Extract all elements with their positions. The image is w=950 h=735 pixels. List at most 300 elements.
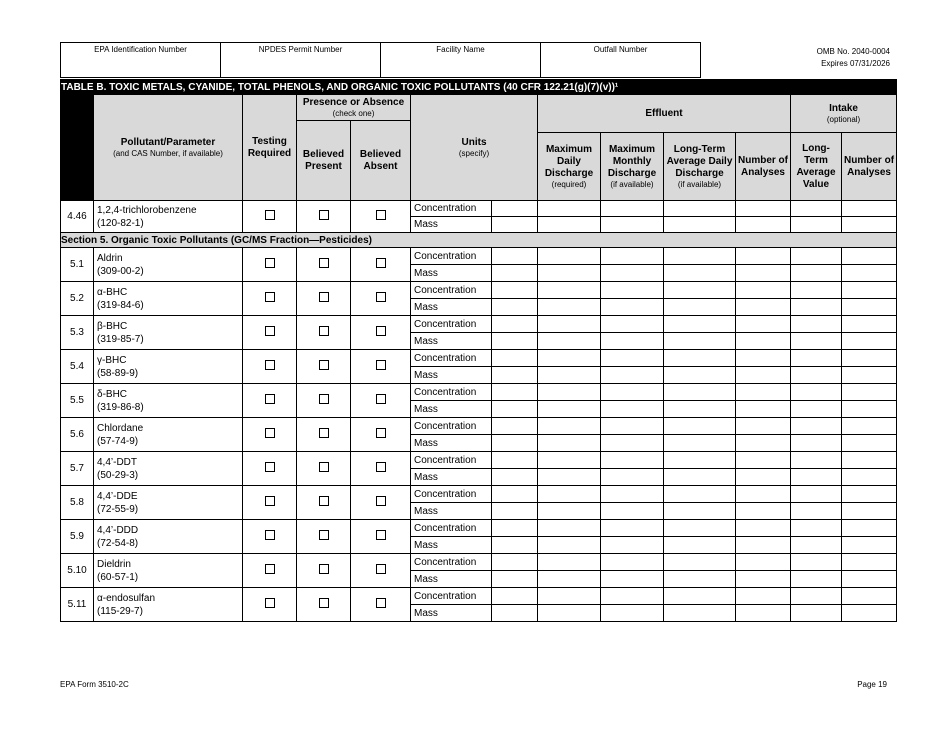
believed-present-checkbox-cell xyxy=(297,520,351,554)
analyses-input-concentration[interactable] xyxy=(736,248,791,265)
analyses-input-mass[interactable] xyxy=(736,333,791,350)
long-term-input-concentration[interactable] xyxy=(664,316,736,333)
intake-average-input-concentration[interactable] xyxy=(791,588,842,605)
believed-present-checkbox-cell xyxy=(297,588,351,622)
max-daily-input-concentration[interactable] xyxy=(538,554,601,571)
pollutant-label: Dieldrin xyxy=(97,558,131,570)
unit-label-mass: Mass xyxy=(411,503,492,520)
unit-input-mass[interactable] xyxy=(492,537,538,554)
max-monthly-input-mass[interactable] xyxy=(601,537,664,554)
analyses-input-concentration[interactable] xyxy=(736,384,791,401)
intake-analyses-input-mass[interactable] xyxy=(842,367,897,384)
analyses-input-mass[interactable] xyxy=(736,605,791,622)
max-monthly-input-concentration[interactable] xyxy=(601,418,664,435)
pollutant-name xyxy=(94,486,243,520)
max-daily-input-concentration[interactable] xyxy=(538,588,601,605)
max-monthly-input-mass[interactable] xyxy=(601,401,664,418)
pollutant-number: 5.1 xyxy=(61,248,94,282)
intake-analyses-input-mass[interactable] xyxy=(842,333,897,350)
header-believed-absent: Believed Absent xyxy=(351,121,411,201)
believed-absent-checkbox-cell xyxy=(351,384,411,418)
header-intake: Intake (optional) xyxy=(791,95,897,133)
analyses-input-mass[interactable] xyxy=(736,469,791,486)
unit-input-concentration[interactable] xyxy=(492,486,538,503)
omb-info xyxy=(817,46,890,70)
pollutant-label: β-BHC xyxy=(97,320,128,332)
pollutant-name xyxy=(94,248,243,282)
unit-label-mass: Mass xyxy=(411,571,492,588)
outfall-number-box[interactable]: Outfall Number xyxy=(593,45,648,54)
max-daily-input-mass[interactable] xyxy=(538,435,601,452)
max-monthly-input-mass[interactable] xyxy=(601,333,664,350)
intake-average-input-concentration[interactable] xyxy=(791,350,842,367)
unit-label-concentration: Concentration xyxy=(411,316,492,333)
max-daily-input-concentration[interactable] xyxy=(538,282,601,299)
unit-label-mass: Mass xyxy=(411,401,492,418)
max-monthly-input-concentration[interactable] xyxy=(601,486,664,503)
cas-number: (115-29-7) xyxy=(97,605,143,617)
believed-present-checkbox-cell xyxy=(297,316,351,350)
analyses-input-concentration[interactable] xyxy=(736,316,791,333)
intake-analyses-input-mass[interactable] xyxy=(842,571,897,588)
max-monthly-input-concentration[interactable] xyxy=(601,384,664,401)
max-daily-input-mass[interactable] xyxy=(538,265,601,282)
long-term-input-mass[interactable] xyxy=(664,469,736,486)
unit-input-concentration[interactable] xyxy=(492,588,538,605)
max-daily-input-concentration[interactable] xyxy=(538,350,601,367)
max-daily-input-concentration[interactable] xyxy=(538,520,601,537)
believed-present-checkbox[interactable] xyxy=(319,292,329,302)
testing-required-checkbox[interactable] xyxy=(265,462,275,472)
unit-input-mass[interactable] xyxy=(492,571,538,588)
believed-absent-checkbox[interactable] xyxy=(376,210,386,220)
cas-number: (319-84-6) xyxy=(97,299,144,311)
intake-average-input-mass[interactable] xyxy=(791,265,842,282)
long-term-input-concentration[interactable] xyxy=(664,554,736,571)
believed-absent-checkbox[interactable] xyxy=(376,258,386,268)
intake-average-input-concentration[interactable] xyxy=(791,384,842,401)
believed-absent-checkbox[interactable] xyxy=(376,564,386,574)
analyses-input-mass[interactable] xyxy=(736,571,791,588)
long-term-input-mass[interactable] xyxy=(664,265,736,282)
max-monthly-input-concentration[interactable] xyxy=(601,588,664,605)
unit-input-concentration[interactable] xyxy=(492,248,538,265)
intake-average-input-concentration[interactable] xyxy=(791,201,842,217)
unit-input-mass[interactable] xyxy=(492,367,538,384)
npdes-permit-box[interactable]: NPDES Permit Number xyxy=(221,43,381,77)
believed-present-checkbox[interactable] xyxy=(319,598,329,608)
max-monthly-input-mass[interactable] xyxy=(601,469,664,486)
analyses-input-mass[interactable] xyxy=(736,367,791,384)
max-monthly-input-mass[interactable] xyxy=(601,299,664,316)
max-daily-input-mass[interactable] xyxy=(538,333,601,350)
long-term-input-concentration[interactable] xyxy=(664,452,736,469)
analyses-input-mass[interactable] xyxy=(736,401,791,418)
unit-input-concentration[interactable] xyxy=(492,520,538,537)
testing-required-checkbox[interactable] xyxy=(265,394,275,404)
unit-label-mass: Mass xyxy=(411,605,492,622)
unit-label-concentration: Concentration xyxy=(411,248,492,265)
page-number: Page 19 xyxy=(857,680,887,689)
intake-average-input-concentration[interactable] xyxy=(791,248,842,265)
believed-present-checkbox[interactable] xyxy=(319,360,329,370)
pollutant-name xyxy=(94,452,243,486)
pollutant-label: 1,2,4-trichlorobenzene xyxy=(97,204,197,216)
max-daily-input-concentration[interactable] xyxy=(538,248,601,265)
cas-number: (319-85-7) xyxy=(97,333,144,345)
believed-absent-checkbox[interactable] xyxy=(376,462,386,472)
pollutant-name xyxy=(94,418,243,452)
pollutant-number: 5.10 xyxy=(61,554,94,588)
unit-input-concentration[interactable] xyxy=(492,282,538,299)
intake-average-input-concentration[interactable] xyxy=(791,418,842,435)
long-term-input-mass[interactable] xyxy=(664,605,736,622)
pollutant-name xyxy=(94,384,243,418)
pollutant-label: α-BHC xyxy=(97,286,128,298)
long-term-input-concentration[interactable] xyxy=(664,588,736,605)
believed-absent-checkbox-cell xyxy=(351,418,411,452)
intake-average-input-mass[interactable] xyxy=(791,605,842,622)
max-monthly-input-mass[interactable] xyxy=(601,217,664,233)
intake-average-input-mass[interactable] xyxy=(791,333,842,350)
max-monthly-input-concentration[interactable] xyxy=(601,316,664,333)
believed-absent-checkbox-cell xyxy=(351,282,411,316)
believed-present-checkbox-cell xyxy=(297,282,351,316)
testing-required-checkbox[interactable] xyxy=(265,326,275,336)
intake-analyses-input-mass[interactable] xyxy=(842,605,897,622)
intake-average-input-mass[interactable] xyxy=(791,571,842,588)
unit-input-concentration[interactable] xyxy=(492,418,538,435)
toxic-pollutants-table xyxy=(60,79,897,622)
analyses-input-concentration[interactable] xyxy=(736,588,791,605)
unit-label-mass: Mass xyxy=(411,217,492,233)
max-daily-input-mass[interactable] xyxy=(538,401,601,418)
table-row xyxy=(61,248,897,265)
believed-absent-checkbox[interactable] xyxy=(376,292,386,302)
intake-analyses-input-mass[interactable] xyxy=(842,469,897,486)
intake-analyses-input-concentration[interactable] xyxy=(842,418,897,435)
intake-average-input-mass[interactable] xyxy=(791,435,842,452)
intake-average-input-mass[interactable] xyxy=(791,469,842,486)
analyses-input-mass[interactable] xyxy=(736,537,791,554)
unit-label-concentration: Concentration xyxy=(411,452,492,469)
testing-required-checkbox[interactable] xyxy=(265,360,275,370)
intake-average-input-concentration[interactable] xyxy=(791,452,842,469)
max-monthly-input-concentration[interactable] xyxy=(601,554,664,571)
believed-present-checkbox[interactable] xyxy=(319,258,329,268)
intake-analyses-input-mass[interactable] xyxy=(842,537,897,554)
intake-analyses-input-mass[interactable] xyxy=(842,401,897,418)
analyses-input-concentration[interactable] xyxy=(736,350,791,367)
testing-required-checkbox[interactable] xyxy=(265,292,275,302)
long-term-input-mass[interactable] xyxy=(664,333,736,350)
long-term-input-mass[interactable] xyxy=(664,435,736,452)
max-monthly-input-mass[interactable] xyxy=(601,435,664,452)
believed-absent-checkbox-cell xyxy=(351,588,411,622)
long-term-input-concentration[interactable] xyxy=(664,486,736,503)
believed-present-checkbox-cell xyxy=(297,452,351,486)
testing-required-checkbox-cell xyxy=(243,486,297,520)
max-monthly-input-mass[interactable] xyxy=(601,265,664,282)
pollutant-number: 5.4 xyxy=(61,350,94,384)
believed-absent-checkbox-cell xyxy=(351,248,411,282)
intake-average-input-mass[interactable] xyxy=(791,537,842,554)
analyses-input-concentration[interactable] xyxy=(736,486,791,503)
max-monthly-input-mass[interactable] xyxy=(601,571,664,588)
max-daily-input-mass[interactable] xyxy=(538,537,601,554)
table-row xyxy=(61,316,897,333)
header-max-daily: Maximum Daily Discharge (required) xyxy=(538,133,601,201)
testing-required-checkbox-cell xyxy=(243,588,297,622)
believed-absent-checkbox[interactable] xyxy=(376,496,386,506)
header-believed-present: Believed Present xyxy=(297,121,351,201)
analyses-input-concentration[interactable] xyxy=(736,554,791,571)
long-term-input-mass[interactable] xyxy=(664,299,736,316)
table-row xyxy=(61,282,897,299)
intake-average-input-mass[interactable] xyxy=(791,401,842,418)
long-term-input-concentration[interactable] xyxy=(664,282,736,299)
unit-input-concentration[interactable] xyxy=(492,316,538,333)
pollutant-name xyxy=(94,588,243,622)
max-daily-input-concentration[interactable] xyxy=(538,201,601,217)
testing-required-checkbox[interactable] xyxy=(265,496,275,506)
testing-required-checkbox[interactable] xyxy=(265,428,275,438)
header-number-of-analyses: Number of Analyses xyxy=(736,133,791,201)
testing-required-checkbox[interactable] xyxy=(265,598,275,608)
unit-input-concentration[interactable] xyxy=(492,201,538,217)
believed-absent-checkbox-cell xyxy=(351,201,411,233)
believed-absent-checkbox-cell xyxy=(351,554,411,588)
long-term-input-concentration[interactable] xyxy=(664,248,736,265)
intake-analyses-input-concentration[interactable] xyxy=(842,520,897,537)
believed-present-checkbox-cell xyxy=(297,486,351,520)
pollutant-number: 5.3 xyxy=(61,316,94,350)
cas-number: (309-00-2) xyxy=(97,265,144,277)
testing-required-checkbox[interactable] xyxy=(265,530,275,540)
intake-analyses-input-concentration[interactable] xyxy=(842,554,897,571)
intake-average-input-concentration[interactable] xyxy=(791,486,842,503)
section-header-row xyxy=(61,233,897,248)
max-daily-input-mass[interactable] xyxy=(538,571,601,588)
max-daily-input-mass[interactable] xyxy=(538,299,601,316)
table-row xyxy=(61,350,897,367)
believed-present-checkbox[interactable] xyxy=(319,428,329,438)
testing-required-checkbox[interactable] xyxy=(265,258,275,268)
unit-input-mass[interactable] xyxy=(492,265,538,282)
max-daily-input-concentration[interactable] xyxy=(538,384,601,401)
max-monthly-input-concentration[interactable] xyxy=(601,520,664,537)
unit-input-mass[interactable] xyxy=(492,503,538,520)
unit-label-concentration: Concentration xyxy=(411,282,492,299)
long-term-input-concentration[interactable] xyxy=(664,350,736,367)
intake-analyses-input-mass[interactable] xyxy=(842,435,897,452)
omb-number: OMB No. 2040-0004 xyxy=(816,47,890,56)
believed-present-checkbox[interactable] xyxy=(319,210,329,220)
analyses-input-mass[interactable] xyxy=(736,299,791,316)
header-testing-required: Testing Required xyxy=(243,95,297,201)
believed-present-checkbox-cell xyxy=(297,384,351,418)
intake-analyses-input-concentration[interactable] xyxy=(842,350,897,367)
believed-present-checkbox[interactable] xyxy=(319,564,329,574)
unit-label-concentration: Concentration xyxy=(411,520,492,537)
max-daily-input-mass[interactable] xyxy=(538,469,601,486)
believed-present-checkbox-cell xyxy=(297,418,351,452)
intake-analyses-input-concentration[interactable] xyxy=(842,384,897,401)
cas-number: (58-89-9) xyxy=(97,367,139,379)
unit-input-mass[interactable] xyxy=(492,605,538,622)
intake-analyses-input-mass[interactable] xyxy=(842,217,897,233)
pollutant-label: α-endosulfan xyxy=(97,592,156,604)
believed-absent-checkbox-cell xyxy=(351,350,411,384)
intake-average-input-concentration[interactable] xyxy=(791,282,842,299)
unit-input-concentration[interactable] xyxy=(492,554,538,571)
max-daily-input-mass[interactable] xyxy=(538,217,601,233)
unit-label-concentration: Concentration xyxy=(411,554,492,571)
table-row xyxy=(61,452,897,469)
unit-input-concentration[interactable] xyxy=(492,384,538,401)
long-term-input-concentration[interactable] xyxy=(664,384,736,401)
header-effluent: Effluent xyxy=(538,95,791,133)
max-daily-input-mass[interactable] xyxy=(538,605,601,622)
analyses-input-concentration[interactable] xyxy=(736,520,791,537)
intake-average-input-mass[interactable] xyxy=(791,503,842,520)
unit-input-mass[interactable] xyxy=(492,401,538,418)
max-daily-input-mass[interactable] xyxy=(538,367,601,384)
max-monthly-input-mass[interactable] xyxy=(601,503,664,520)
omb-expiry: Expires 07/31/2026 xyxy=(821,59,890,68)
max-daily-input-concentration[interactable] xyxy=(538,486,601,503)
analyses-input-mass[interactable] xyxy=(736,265,791,282)
analyses-input-concentration[interactable] xyxy=(736,201,791,217)
pollutant-number: 4.46 xyxy=(61,201,94,233)
long-term-input-mass[interactable] xyxy=(664,401,736,418)
long-term-input-concentration[interactable] xyxy=(664,520,736,537)
max-daily-input-concentration[interactable] xyxy=(538,418,601,435)
testing-required-checkbox[interactable] xyxy=(265,210,275,220)
believed-absent-checkbox[interactable] xyxy=(376,530,386,540)
intake-analyses-input-concentration[interactable] xyxy=(842,486,897,503)
believed-absent-checkbox[interactable] xyxy=(376,598,386,608)
intake-analyses-input-concentration[interactable] xyxy=(842,588,897,605)
long-term-input-mass[interactable] xyxy=(664,537,736,554)
long-term-input-mass[interactable] xyxy=(664,217,736,233)
max-monthly-input-concentration[interactable] xyxy=(601,452,664,469)
pollutant-label: Chlordane xyxy=(97,422,144,434)
intake-analyses-input-mass[interactable] xyxy=(842,265,897,282)
intake-average-input-mass[interactable] xyxy=(791,217,842,233)
unit-label-mass: Mass xyxy=(411,299,492,316)
intake-average-input-mass[interactable] xyxy=(791,299,842,316)
max-monthly-input-concentration[interactable] xyxy=(601,248,664,265)
long-term-input-mass[interactable] xyxy=(664,367,736,384)
header-pollutant: Pollutant/Parameter (and CAS Number, if available) xyxy=(94,95,243,201)
header-max-monthly: Maximum Monthly Discharge (if available) xyxy=(601,133,664,201)
unit-input-concentration[interactable] xyxy=(492,350,538,367)
max-monthly-input-concentration[interactable] xyxy=(601,201,664,217)
intake-analyses-input-mass[interactable] xyxy=(842,503,897,520)
pollutant-number: 5.11 xyxy=(61,588,94,622)
unit-input-concentration[interactable] xyxy=(492,452,538,469)
table-row xyxy=(61,418,897,435)
pollutant-label: 4,4’-DDD xyxy=(97,524,139,536)
header-intake-long-term: Long-Term Average Value xyxy=(791,133,842,201)
pollutant-label: γ-BHC xyxy=(97,354,127,366)
facility-name-box[interactable]: Facility Name xyxy=(381,43,541,77)
long-term-input-concentration[interactable] xyxy=(664,418,736,435)
believed-absent-checkbox[interactable] xyxy=(376,326,386,336)
max-daily-input-concentration[interactable] xyxy=(538,452,601,469)
testing-required-checkbox[interactable] xyxy=(265,564,275,574)
believed-present-checkbox[interactable] xyxy=(319,394,329,404)
unit-input-mass[interactable] xyxy=(492,333,538,350)
believed-absent-checkbox-cell xyxy=(351,520,411,554)
table-row xyxy=(61,486,897,503)
long-term-input-concentration[interactable] xyxy=(664,201,736,217)
believed-present-checkbox[interactable] xyxy=(319,530,329,540)
testing-required-checkbox-cell xyxy=(243,554,297,588)
testing-required-checkbox-cell xyxy=(243,384,297,418)
testing-required-checkbox-cell xyxy=(243,316,297,350)
testing-required-checkbox-cell xyxy=(243,452,297,486)
unit-input-mass[interactable] xyxy=(492,217,538,233)
epa-id-box[interactable]: EPA Identification Number xyxy=(61,43,221,77)
analyses-input-mass[interactable] xyxy=(736,435,791,452)
intake-analyses-input-concentration[interactable] xyxy=(842,201,897,217)
intake-analyses-input-concentration[interactable] xyxy=(842,282,897,299)
intake-analyses-input-concentration[interactable] xyxy=(842,452,897,469)
believed-present-checkbox-cell xyxy=(297,554,351,588)
unit-input-mass[interactable] xyxy=(492,299,538,316)
unit-input-mass[interactable] xyxy=(492,435,538,452)
max-monthly-input-concentration[interactable] xyxy=(601,282,664,299)
intake-analyses-input-concentration[interactable] xyxy=(842,248,897,265)
intake-average-input-concentration[interactable] xyxy=(791,520,842,537)
believed-present-checkbox[interactable] xyxy=(319,496,329,506)
believed-present-checkbox-cell xyxy=(297,248,351,282)
unit-label-mass: Mass xyxy=(411,435,492,452)
max-monthly-input-mass[interactable] xyxy=(601,605,664,622)
long-term-input-mass[interactable] xyxy=(664,503,736,520)
believed-absent-checkbox-cell xyxy=(351,316,411,350)
analyses-input-concentration[interactable] xyxy=(736,282,791,299)
believed-absent-checkbox[interactable] xyxy=(376,360,386,370)
pollutant-name xyxy=(94,520,243,554)
max-daily-input-concentration[interactable] xyxy=(538,316,601,333)
section-title: Section 5. Organic Toxic Pollutants (GC/MS Fraction—Pesticides) xyxy=(61,233,897,248)
max-monthly-input-concentration[interactable] xyxy=(601,350,664,367)
believed-present-checkbox-cell xyxy=(297,350,351,384)
intake-average-input-concentration[interactable] xyxy=(791,316,842,333)
analyses-input-concentration[interactable] xyxy=(736,418,791,435)
unit-input-mass[interactable] xyxy=(492,469,538,486)
analyses-input-mass[interactable] xyxy=(736,503,791,520)
max-daily-input-mass[interactable] xyxy=(538,503,601,520)
intake-average-input-concentration[interactable] xyxy=(791,554,842,571)
believed-absent-checkbox[interactable] xyxy=(376,428,386,438)
form-number: EPA Form 3510-2C xyxy=(60,680,129,689)
believed-absent-checkbox[interactable] xyxy=(376,394,386,404)
analyses-input-concentration[interactable] xyxy=(736,452,791,469)
believed-present-checkbox[interactable] xyxy=(319,326,329,336)
intake-analyses-input-mass[interactable] xyxy=(842,299,897,316)
intake-average-input-mass[interactable] xyxy=(791,367,842,384)
max-monthly-input-mass[interactable] xyxy=(601,367,664,384)
believed-present-checkbox[interactable] xyxy=(319,462,329,472)
unit-label-mass: Mass xyxy=(411,333,492,350)
intake-analyses-input-concentration[interactable] xyxy=(842,316,897,333)
long-term-input-mass[interactable] xyxy=(664,571,736,588)
analyses-input-mass[interactable] xyxy=(736,217,791,233)
